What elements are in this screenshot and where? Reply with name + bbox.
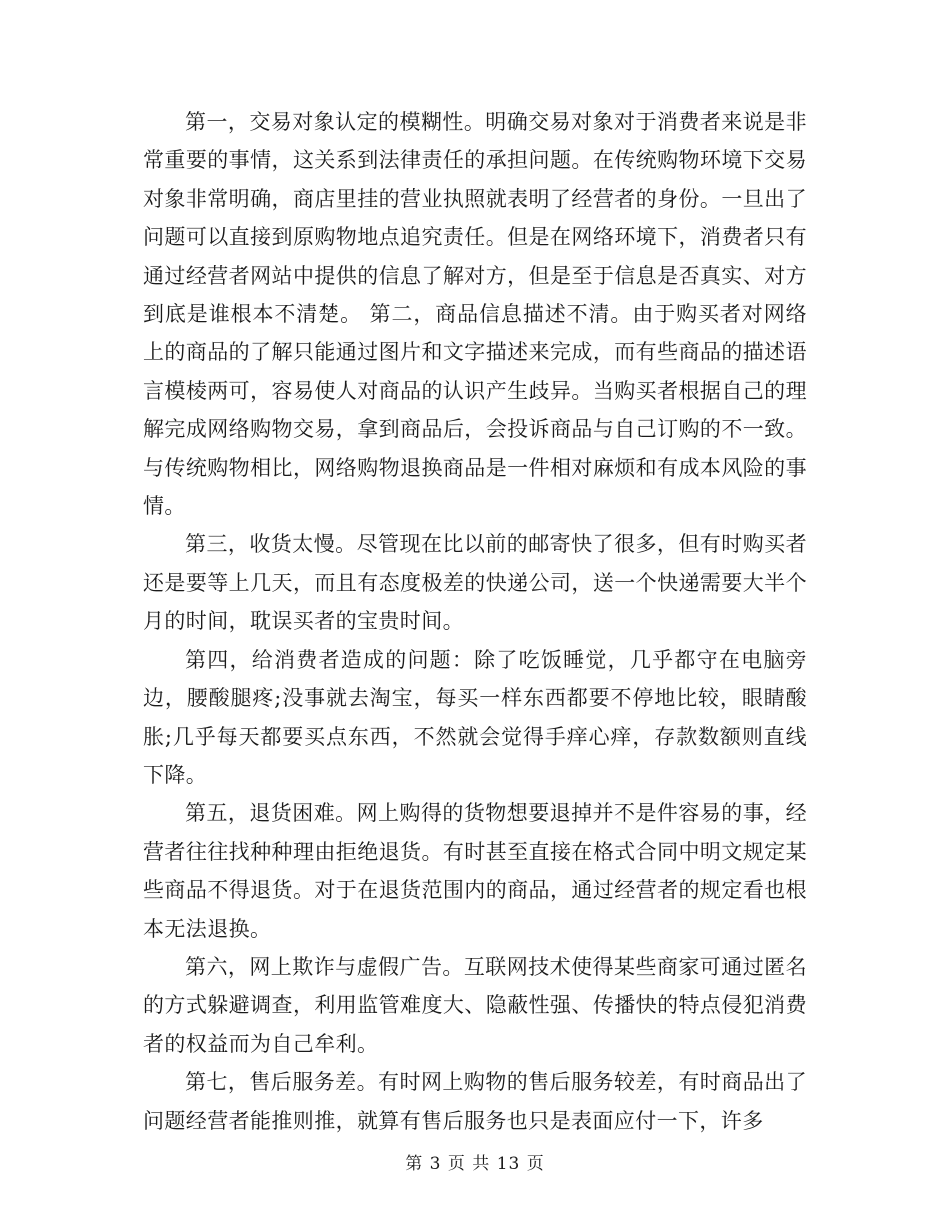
page-footer: 第 3 页 共 13 页 xyxy=(405,1154,545,1174)
paragraph-3: 第四，给消费者造成的问题：除了吃饭睡觉，几乎都守在电脑旁边，腰酸腿疼;没事就去淘宝，每买一样东西都要不停地比较，眼睛酸胀;几乎每天都要买点东西，不然就会觉得手痒心痒，存款数额则直线下降。 xyxy=(143,647,807,787)
body-text xyxy=(143,103,807,1140)
paragraph-2: 第三，收货太慢。尽管现在比以前的邮寄快了很多，但有时购买者还是要等上几天，而且有态度极差的快递公司，送一个快递需要大半个月的时间，耽误买者的宝贵时间。 xyxy=(143,532,807,634)
paragraph-4: 第五，退货困难。网上购得的货物想要退掉并不是件容易的事，经营者往往找种种理由拒绝退货。有时甚至直接在格式合同中明文规定某些商品不得退货。对于在退货范围内的商品，通过经营者的规定看也根本无法退换。 xyxy=(143,801,807,941)
paragraph-1: 第一，交易对象认定的模糊性。明确交易对象对于消费者来说是非常重要的事情，这关系到法律责任的承担问题。在传统购物环境下交易对象非常明确，商店里挂的营业执照就表明了经营者的身份。一旦出了问题可以直接到原购物地点追究责任。但是在网络环境下，消费者只有通过经营者网站中提供的信息了解对方，但是至于信息是否真实、对方到底是谁根本不清楚。 第二，商品信息描述不清。由于购买者对网络上的商品的了解只能通过图片和文字描述来完成，而有些商品的描述语言模棱两可，容易使人对商品的认识产生歧异。当购买者根据自己的理解完成网络购物交易，拿到商品后，会投诉商品与自己订购的不一致。与传统购物相比，网络购物退换商品是一件相对麻烦和有成本风险的事情。 xyxy=(143,110,807,519)
paragraph-5: 第六，网上欺诈与虚假广告。互联网技术使得某些商家可通过匿名的方式躲避调查，利用监管难度大、隐蔽性强、传播快的特点侵犯消费者的权益而为自己牟利。 xyxy=(143,954,807,1056)
paragraph-6: 第七，售后服务差。有时网上购物的售后服务较差，有时商品出了问题经营者能推则推，就算有售后服务也只是表面应付一下，许多 xyxy=(143,1070,807,1133)
